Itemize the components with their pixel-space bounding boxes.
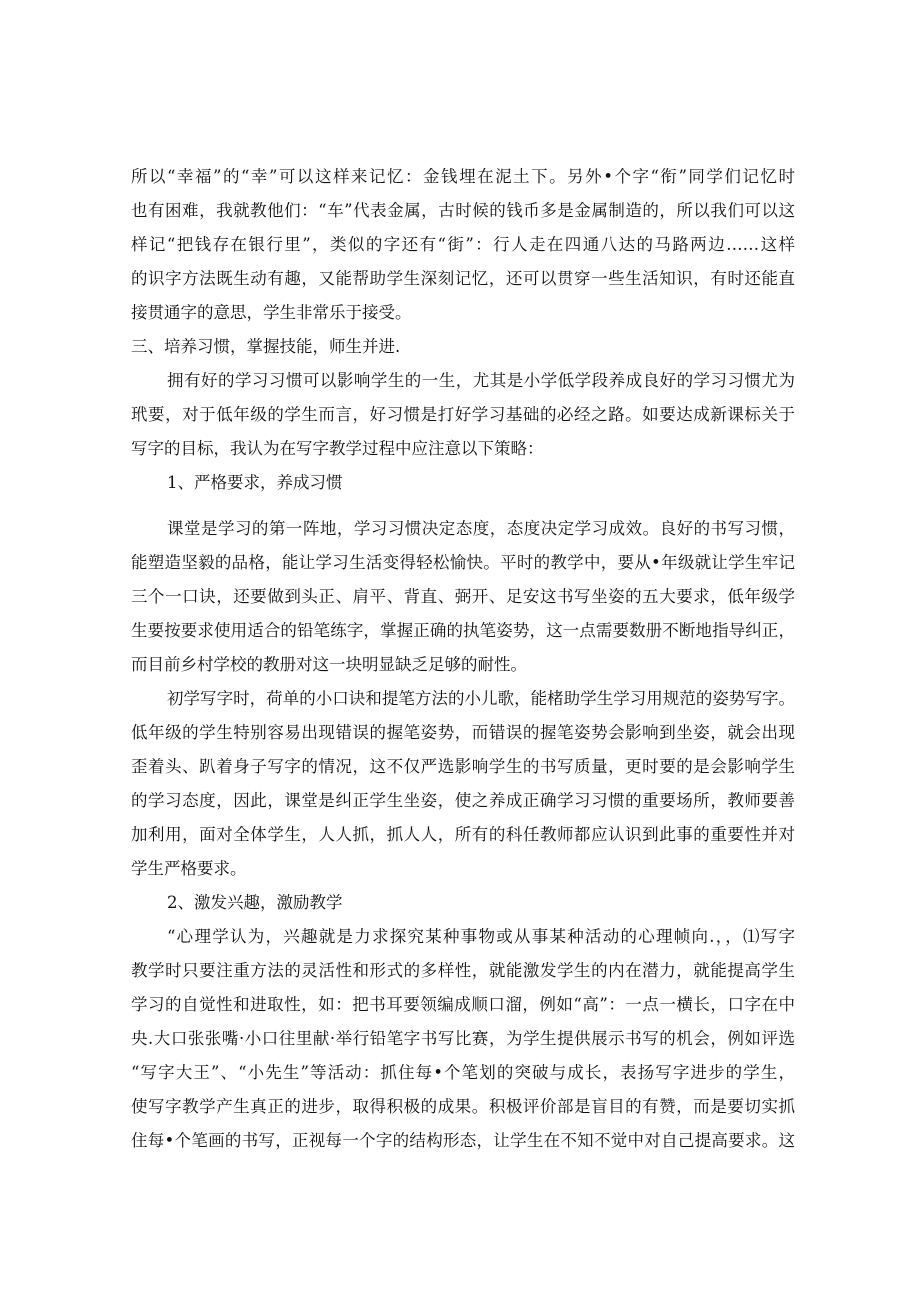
text-line: 接贯通字的意思，学生非常乐于接受。 xyxy=(131,303,412,322)
text-line: 生要按要求使用适合的铅笔练字，掌握正确的执笔姿势，这一点需要数册不断地指导纠正， xyxy=(131,621,795,640)
text-line: 玳要，对于低年级的学生而言，好习惯是打好学习基础的必经之路。如要达成新课标关于 xyxy=(131,405,795,424)
paragraph-4 xyxy=(131,682,795,886)
text-line: 所以“幸福”的“幸”可以这样来记忆：金钱埋在泥土下。另外•个字“衔”同学们记忆时 xyxy=(131,167,795,186)
subheading-2: 2、激发兴趣，激励教学 xyxy=(167,893,343,912)
text-line: 三个一口诀，还要做到头正、肩平、背直、弼开、足安这书写坐姿的五大要求，低年级学 xyxy=(131,587,795,606)
subheading-1: 1、严格要求，养成习惯 xyxy=(167,473,343,492)
text-line: 教学时只要注重方法的灵活性和形式的多样性，就能激发学生的内在潜力，就能提高学生 xyxy=(131,961,795,980)
text-line: 拥有好的学习习惯可以影响学生的一生，尤其是小学低学段养成良好的学习习惯尤为 xyxy=(167,371,795,390)
text-line: 低年级的学生特别容易出现错误的握笔姿势，而错误的握笔姿势会影响到坐姿，就会出现 xyxy=(131,723,795,742)
text-line: 住每•个笔画的书写，正视每一个字的结构形态，让学生在不知不觉中对自己提高要求。这 xyxy=(131,1131,795,1150)
text-line: 写字的目标，我认为在写字教学过程中应注意以下策略： xyxy=(131,439,544,458)
text-line: 初学写字时，荷单的小口诀和提笔方法的小儿歌，能楮助学生学习用规范的姿势写字。 xyxy=(167,689,795,708)
paragraph-2 xyxy=(131,364,795,466)
text-line: 而目前乡村学校的教册对这一块明显缺乏足够的耐性。 xyxy=(131,655,527,674)
text-line: 学生严格要求。 xyxy=(131,859,247,878)
section-heading-3: 三、培养习惯，掌握技能，师生并进. xyxy=(131,337,401,356)
paragraph-5 xyxy=(131,920,795,1158)
text-line: 能塑造坚毅的品格，能让学习生活变得轻松愉快。平时的教学中，要从•年级就让学生牢记 xyxy=(131,553,795,572)
text-line: 学习的自觉性和进取性，如：把书耳要领编成顺口溜，例如“高”：一点一横长，口字在中 xyxy=(131,995,795,1014)
text-line: 加利用，面对全体学生，人人抓，抓人人，所有的科任教师都应认识到此事的重要性并对 xyxy=(131,825,795,844)
text-line: “写字大王”、“小先生”等活动：抓住每•个笔划的突破与成长，表扬写字进步的学生， xyxy=(131,1063,795,1082)
paragraph-3 xyxy=(131,512,795,682)
text-line: 的识字方法既生动有趣，又能帮助学生深刻记忆，还可以贯穿一些生活知识，有时还能直 xyxy=(131,269,795,288)
text-line: “心理学认为，兴趣就是力求探究某种事物或从事某种活动的心理帧向.，，⑴写字 xyxy=(167,927,795,946)
text-line: 样记“把钱存在银行里”，类似的字还有“街”：行人走在四通八达的马路两边……这样 xyxy=(131,235,795,254)
text-line: 课堂是学习的第一阵地，学习习惯决定态度，态度决定学习成效。良好的书写习惯， xyxy=(167,519,795,538)
text-line: 的学习态度，因此，课堂是纠正学生坐姿，使之养成正确学习习惯的重要场所，教师要善 xyxy=(131,791,795,810)
paragraph-1 xyxy=(131,160,795,330)
text-line: 央.大口张张嘴·小口往里献·举行铅笔字书写比赛，为学生提供展示书写的机会，例如评选 xyxy=(131,1029,795,1048)
text-line: 也有困难，我就教他们：“车”代表金属，古时候的钱币多是金属制造的，所以我们可以这 xyxy=(131,201,795,220)
text-line: 使写字教学产生真正的进步，取得积极的成果。积极评价部是盲目的有赞，而是要切实抓 xyxy=(131,1097,795,1116)
text-line: 歪着头、趴着身子写字的情况，这不仅严选影响学生的书写质量，更时要的是会影响学生 xyxy=(131,757,795,776)
document-page xyxy=(131,160,795,1158)
